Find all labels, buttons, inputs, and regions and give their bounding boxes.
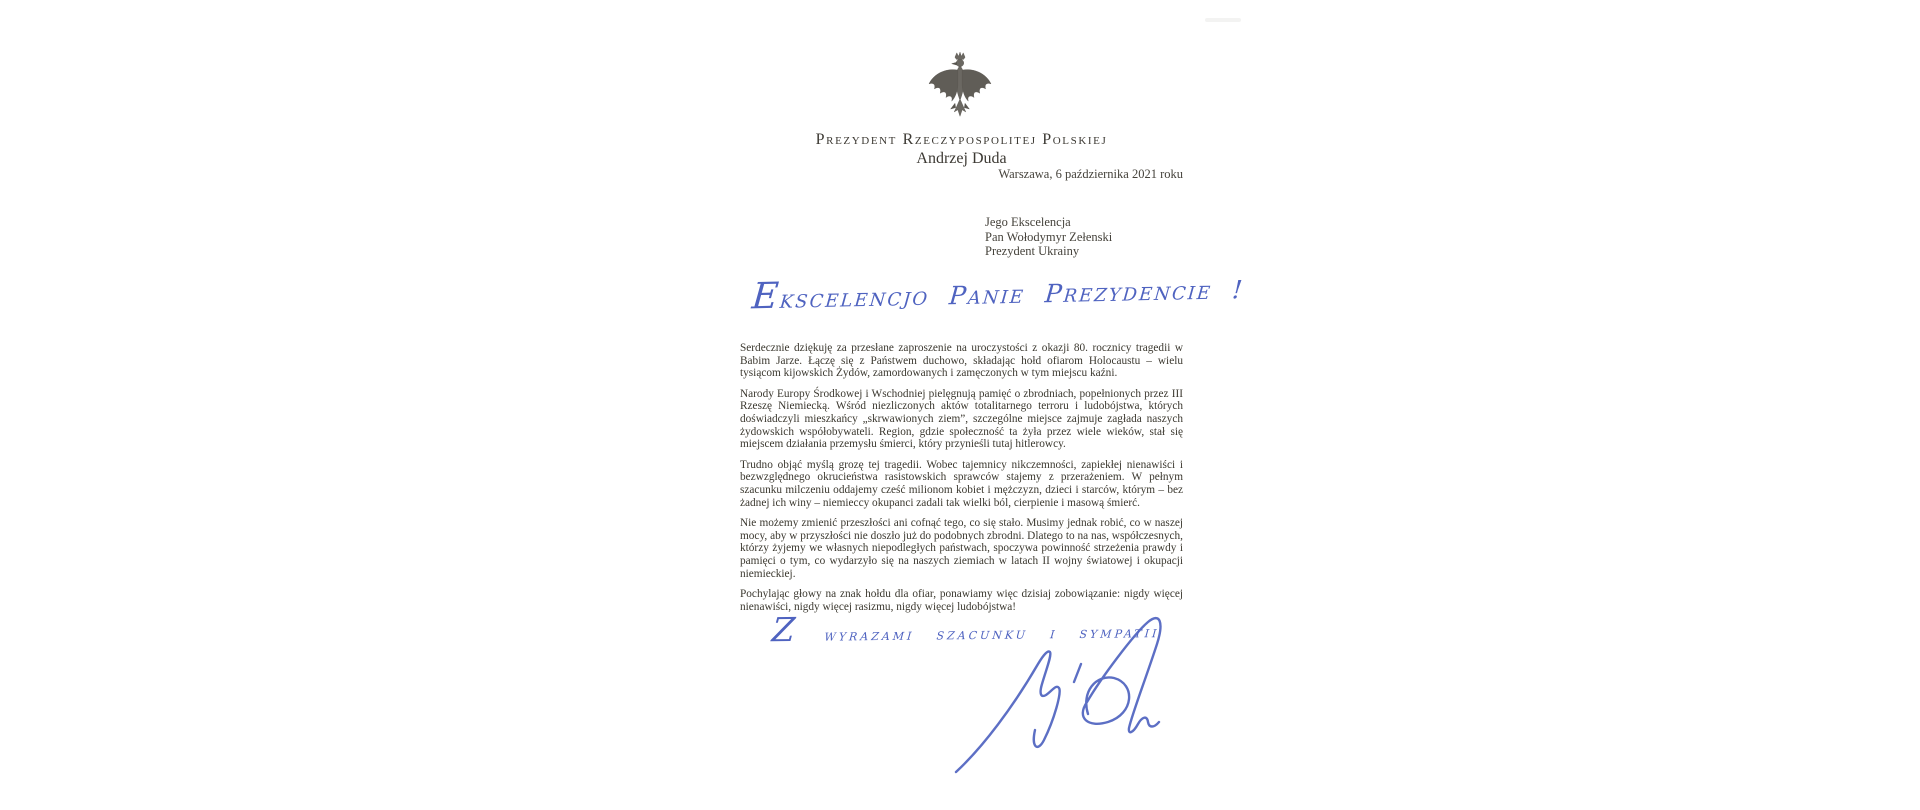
dateline: Warszawa, 6 października 2021 roku [998, 167, 1183, 181]
polish-eagle-emblem [924, 50, 996, 122]
body-paragraph: Nie możemy zmienić przeszłości ani cofnąć tego, co się stało. Musimy jednak robić, co w naszej mocy, aby w przyszłości nie doszło już do podobnych zbrodni. Dlatego to na nas, współczesnych, którzy żyjemy we własnych niepodległych państwach, spoczywa powinność strzeżenia prawdy i pamięci o tym, co wydarzyło się na naszych ziemiach w latach II wojny światowej i okupacji niemieckiej. [740, 517, 1183, 580]
letter-body [740, 342, 1183, 621]
letterhead-institution: Prezydent Rzeczypospolitej Polskiej [815, 131, 1108, 148]
scan-smudge [1205, 18, 1241, 22]
body-paragraph: Trudno objąć myślą grozę tej tragedii. Wobec tajemnicy nikczemności, zapiekłej nienawiści i bezwzględnego okrucieństwa rasistowskich sprawców stajemy z przerażeniem. W pełnym szacunku milczeniu oddajemy cześć milionom kobiet i mężczyzn, dzieci i starców, którym – bez żadnej ich winy – niemieccy okupanci zadali tak wielki ból, cierpienie i masową śmierć. [740, 458, 1183, 509]
recipient-block [985, 215, 1112, 259]
recipient-line-title: Prezydent Ukrainy [985, 244, 1080, 258]
handwritten-salutation: Ekscelencjo Panie Prezydencie ! [750, 275, 1246, 318]
body-paragraph: Pochylając głowy na znak hołdu dla ofiar, ponawiamy więc dzisiaj zobowiązanie: nigdy więcej nienawiści, nigdy więcej rasizmu, nigdy więcej ludobójstwa! [740, 588, 1183, 613]
body-paragraph: Serdecznie dziękuję za przesłane zaproszenie na uroczystości z okazji 80. rocznicy tragedii w Babim Jarze. Łączę się z Państwem duchowo, składając hołd ofiarom Holocaustu – wielu tysiącom kijowskich Żydów, zamordowanych i zamęczonych w tym miejscu kaźni. [740, 342, 1183, 380]
recipient-line-name: Pan Wołodymyr Zełenski [985, 229, 1113, 244]
handwritten-closing: Z wyrazami szacunku i sympatii [770, 609, 1161, 650]
signature-scribble-icon [938, 612, 1188, 787]
letterhead-sender-name: Andrzej Duda [916, 150, 1007, 167]
recipient-line-honorific: Jego Ekscelencja [985, 215, 1071, 229]
body-paragraph: Narody Europy Środkowej i Wschodniej pielęgnują pamięć o zbrodniach, popełnionych przez III Rzeszę Niemiecką. Wśród niezliczonych aktów totalitarnego terroru i ludobójstwa, których doświadczyli mieszkańcy „skrwawionych ziem”, szczególne miejsce zajmuje zagłada naszych żydowskich współobywateli. Region, gdzie społeczność ta żyła przez wiele wieków, stał się miejscem działania przemysłu śmierci, który przynieśli tutaj hitlerowcy. [740, 387, 1183, 451]
